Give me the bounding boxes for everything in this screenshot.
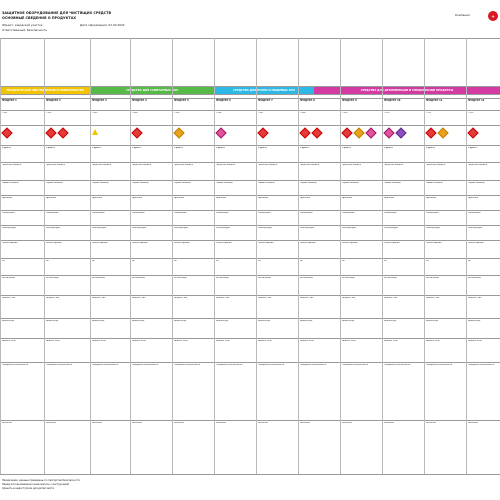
table-cell: Температура	[45, 226, 60, 229]
product-code: P-105	[173, 112, 180, 114]
table-cell: Средства защиты	[425, 163, 446, 166]
table-cell: Н-фразы	[383, 146, 393, 149]
column-header-3: ПРОДУКТ 3	[91, 99, 107, 102]
column-header-5: ПРОДУКТ 5	[173, 99, 189, 102]
column-header-2: ПРОДУКТ 2	[45, 99, 61, 102]
table-cell: Защита тела	[467, 339, 482, 342]
table-cell: pH	[215, 259, 219, 262]
product-code: P-103	[91, 112, 98, 114]
document-subtitle: ОСНОВНЫЕ СВЕДЕНИЯ О ПРОДУКТАХ	[2, 16, 76, 20]
table-cell: Концентрация	[467, 241, 484, 244]
table-cell: Н-фразы	[341, 146, 351, 149]
table-cell: Н-фразы	[215, 146, 225, 149]
table-cell: pH	[341, 259, 345, 262]
grid-row-line	[0, 474, 500, 475]
table-cell: Экология	[425, 421, 436, 424]
table-cell: Первая помощь	[91, 181, 109, 184]
table-cell: Защита рук	[341, 319, 355, 322]
table-cell: Н-фразы	[131, 146, 141, 149]
table-cell: Защита рук	[215, 319, 229, 322]
column-header-7: ПРОДУКТ 7	[257, 99, 273, 102]
table-cell: Хранение	[91, 196, 103, 199]
table-cell: Утилизация	[299, 211, 313, 214]
column-header-11: ПРОДУКТ 11	[425, 99, 443, 102]
table-cell: Первая помощь	[341, 181, 359, 184]
table-cell: Средства защиты	[467, 163, 488, 166]
table-cell: Защита глаз	[45, 296, 60, 299]
table-cell: Экология	[45, 421, 56, 424]
table-cell: Экология	[1, 421, 12, 424]
table-cell: Средства защиты	[91, 163, 112, 166]
table-cell: Концентрация	[45, 241, 62, 244]
hazard-diamond-icon	[257, 127, 268, 138]
group-header-3: СРЕДСТВА ДЛЯ КУХНИ И ПИЩЕВЫХ ЗОН	[214, 86, 314, 94]
table-cell: Вентиляция	[45, 276, 59, 279]
table-cell: Средства защиты	[215, 163, 236, 166]
hazard-pictograms	[468, 127, 499, 137]
table-cell: Защита глаз	[91, 296, 106, 299]
table-cell: Защита рук	[467, 319, 481, 322]
hazard-pictograms	[342, 127, 381, 137]
product-code: P-109	[341, 112, 348, 114]
table-cell: Защита тела	[173, 339, 188, 342]
table-cell: Экология	[173, 421, 184, 424]
table-cell: Экология	[341, 421, 352, 424]
table-cell: Экология	[91, 421, 102, 424]
table-cell: Защита рук	[131, 319, 145, 322]
table-cell: Пожарная безопасность	[299, 363, 327, 366]
table-cell: Защита рук	[257, 319, 271, 322]
grid-row-line	[0, 38, 500, 39]
table-cell: Защита тела	[1, 339, 16, 342]
table-cell: pH	[173, 259, 177, 262]
table-cell: Защита глаз	[299, 296, 314, 299]
table-cell: Хранение	[467, 196, 479, 199]
footer-note-1: Примечание: данные приведены по паспортам безопасности	[2, 479, 80, 482]
hazard-diamond-icon	[425, 127, 436, 138]
table-cell: Концентрация	[91, 241, 108, 244]
document-title: ЗАЩИТНОЕ ОБОРУДОВАНИЕ ДЛЯ ЧИСТЯЩИХ СРЕДСТВ	[2, 11, 112, 15]
hazard-diamond-icon	[437, 127, 448, 138]
table-cell: Хранение	[173, 196, 185, 199]
table-cell: Концентрация	[299, 241, 316, 244]
product-code: P-102	[45, 112, 52, 114]
grid-row-line	[0, 125, 500, 126]
table-cell: Средства защиты	[257, 163, 278, 166]
hazard-diamond-icon	[45, 127, 56, 138]
table-cell: Защита тела	[45, 339, 60, 342]
table-cell: Защита глаз	[173, 296, 188, 299]
table-cell: Концентрация	[425, 241, 442, 244]
table-cell: Защита глаз	[257, 296, 272, 299]
hazard-diamond-icon	[383, 127, 394, 138]
table-cell: Н-фразы	[425, 146, 435, 149]
table-cell: Хранение	[45, 196, 57, 199]
table-cell: Защита тела	[425, 339, 440, 342]
table-cell: Пожарная безопасность	[91, 363, 119, 366]
table-cell: Защита тела	[299, 339, 314, 342]
table-cell: Защита рук	[173, 319, 187, 322]
hazard-diamond-icon	[173, 127, 184, 138]
table-cell: Защита глаз	[467, 296, 482, 299]
table-cell: Пожарная безопасность	[467, 363, 495, 366]
table-cell: Температура	[173, 226, 188, 229]
table-cell: Средства защиты	[173, 163, 194, 166]
column-header-4: ПРОДУКТ 4	[131, 99, 147, 102]
table-cell: Вентиляция	[341, 276, 355, 279]
hazard-pictograms	[216, 127, 255, 137]
table-cell: Утилизация	[215, 211, 229, 214]
hazard-pictograms	[174, 127, 213, 137]
table-cell: Экология	[257, 421, 268, 424]
table-cell: Концентрация	[383, 241, 400, 244]
table-cell: Температура	[467, 226, 482, 229]
table-cell: Утилизация	[425, 211, 439, 214]
table-cell: Экология	[467, 421, 478, 424]
hazard-diamond-icon	[365, 127, 376, 138]
table-cell: Утилизация	[173, 211, 187, 214]
group-header-4: СРЕДСТВА ДЛЯ ДЕЗИНФЕКЦИИ И СПЕЦИАЛЬНЫЕ ПРОДУКТЫ	[314, 86, 500, 94]
table-cell: Н-фразы	[91, 146, 101, 149]
hazard-pictograms	[426, 127, 465, 137]
table-cell: Защита тела	[131, 339, 146, 342]
column-header-10: ПРОДУКТ 10	[383, 99, 401, 102]
table-cell: Хранение	[341, 196, 353, 199]
grid-row-line	[0, 86, 500, 87]
product-code: P-101	[1, 112, 8, 114]
hazard-diamond-icon	[341, 127, 352, 138]
table-cell: Вентиляция	[1, 276, 15, 279]
table-cell: Хранение	[425, 196, 437, 199]
meta-right-1: Дата оформления: 01.02.2022	[80, 23, 125, 27]
table-cell: Первая помощь	[467, 181, 485, 184]
table-cell: Хранение	[299, 196, 311, 199]
hazard-pictograms	[258, 127, 297, 137]
table-cell: Вентиляция	[425, 276, 439, 279]
hazard-pictograms	[300, 127, 339, 137]
table-cell: Средства защиты	[299, 163, 320, 166]
column-header-6: ПРОДУКТ 6	[215, 99, 231, 102]
company-logo-icon: +	[488, 11, 498, 21]
table-cell: Защита глаз	[1, 296, 16, 299]
table-cell: Первая помощь	[1, 181, 19, 184]
table-cell: Защита рук	[45, 319, 59, 322]
table-cell: Вентиляция	[467, 276, 481, 279]
column-header-9: ПРОДУКТ 9	[341, 99, 357, 102]
hazard-pictograms	[92, 127, 129, 135]
table-cell: Защита тела	[383, 339, 398, 342]
table-cell: Средства защиты	[341, 163, 362, 166]
table-cell: Пожарная безопасность	[131, 363, 159, 366]
product-code: P-108	[299, 112, 306, 114]
table-cell: Экология	[215, 421, 226, 424]
table-cell: Вентиляция	[383, 276, 397, 279]
table-cell: Экология	[299, 421, 310, 424]
table-cell: Защита тела	[91, 339, 106, 342]
table-cell: pH	[257, 259, 261, 262]
grid-row-line	[0, 94, 500, 95]
table-cell: Средства защиты	[131, 163, 152, 166]
hazard-pictograms	[384, 127, 423, 137]
product-code: P-106	[215, 112, 222, 114]
grid-row-line	[0, 110, 500, 111]
table-cell: pH	[299, 259, 303, 262]
table-cell: Утилизация	[1, 211, 15, 214]
table-cell: Вентиляция	[299, 276, 313, 279]
table-cell: Защита глаз	[215, 296, 230, 299]
table-cell: Экология	[131, 421, 142, 424]
table-cell: Вентиляция	[173, 276, 187, 279]
table-cell: Вентиляция	[91, 276, 105, 279]
table-cell: Первая помощь	[383, 181, 401, 184]
meta-left-2: Ответственный: Безопасность	[2, 28, 48, 32]
hazard-pictograms	[46, 127, 89, 137]
table-cell: Н-фразы	[173, 146, 183, 149]
column-header-8: ПРОДУКТ 8	[299, 99, 315, 102]
table-cell: pH	[467, 259, 471, 262]
table-cell: Температура	[383, 226, 398, 229]
table-cell: Первая помощь	[425, 181, 443, 184]
table-cell: Температура	[1, 226, 16, 229]
table-cell: Пожарная безопасность	[215, 363, 243, 366]
table-cell: Утилизация	[45, 211, 59, 214]
hazard-diamond-icon	[395, 127, 406, 138]
table-cell: Защита тела	[341, 339, 356, 342]
column-header-1: ПРОДУКТ 1	[1, 99, 17, 102]
table-cell: Утилизация	[91, 211, 105, 214]
table-cell: Температура	[131, 226, 146, 229]
table-cell: pH	[383, 259, 387, 262]
table-cell: Защита рук	[383, 319, 397, 322]
table-cell: pH	[91, 259, 95, 262]
table-cell: Хранение	[1, 196, 13, 199]
table-cell: Температура	[91, 226, 106, 229]
hazard-diamond-icon	[57, 127, 68, 138]
table-cell: Первая помощь	[131, 181, 149, 184]
table-cell: Вентиляция	[131, 276, 145, 279]
table-cell: Утилизация	[257, 211, 271, 214]
product-code: P-104	[131, 112, 138, 114]
table-cell: Утилизация	[467, 211, 481, 214]
table-cell: Н-фразы	[467, 146, 477, 149]
table-cell: Хранение	[257, 196, 269, 199]
hazard-diamond-icon	[299, 127, 310, 138]
table-cell: pH	[425, 259, 429, 262]
table-cell: Хранение	[131, 196, 143, 199]
table-cell: Температура	[341, 226, 356, 229]
table-cell: Первая помощь	[299, 181, 317, 184]
table-cell: Защита глаз	[131, 296, 146, 299]
table-cell: Защита рук	[91, 319, 105, 322]
product-code: P-107	[257, 112, 264, 114]
table-cell: Температура	[257, 226, 272, 229]
table-cell: Н-фразы	[45, 146, 55, 149]
table-cell: Температура	[425, 226, 440, 229]
table-cell: Температура	[215, 226, 230, 229]
table-cell: Защита рук	[425, 319, 439, 322]
product-code: P-110	[383, 112, 390, 114]
table-cell: Первая помощь	[45, 181, 63, 184]
hazard-diamond-icon	[311, 127, 322, 138]
table-cell: Защита глаз	[341, 296, 356, 299]
table-cell: Вентиляция	[257, 276, 271, 279]
table-cell: Средства защиты	[1, 163, 22, 166]
hazard-pictograms	[132, 127, 171, 137]
table-cell: Утилизация	[131, 211, 145, 214]
column-header-12: ПРОДУКТ 12	[467, 99, 485, 102]
table-cell: Первая помощь	[173, 181, 191, 184]
table-cell: Хранение	[383, 196, 395, 199]
hazard-diamond-icon	[353, 127, 364, 138]
meta-left-1: Объект: заводской участок	[2, 23, 43, 27]
footer-note-3: Хранить в недоступном для детей месте	[2, 487, 55, 490]
hazard-diamond-icon	[215, 127, 226, 138]
hazard-diamond-icon	[1, 127, 12, 138]
table-cell: Концентрация	[341, 241, 358, 244]
table-cell: Пожарная безопасность	[383, 363, 411, 366]
table-cell: Защита глаз	[383, 296, 398, 299]
table-cell: Концентрация	[257, 241, 274, 244]
table-cell: Н-фразы	[257, 146, 267, 149]
table-cell: Концентрация	[173, 241, 190, 244]
table-cell: Н-фразы	[299, 146, 309, 149]
table-cell: Защита тела	[215, 339, 230, 342]
table-cell: Концентрация	[1, 241, 18, 244]
table-cell: Пожарная безопасность	[1, 363, 29, 366]
table-cell: Н-фразы	[1, 146, 11, 149]
table-cell: Концентрация	[215, 241, 232, 244]
table-cell: Первая помощь	[215, 181, 233, 184]
hazard-pictograms	[2, 127, 43, 137]
table-cell: Пожарная безопасность	[173, 363, 201, 366]
group-header-2: СРЕДСТВА ДЛЯ САНИТАРНЫХ ЗОН	[90, 86, 214, 94]
table-cell: Вентиляция	[215, 276, 229, 279]
brand-label: Компания	[455, 13, 470, 17]
table-cell: Защита рук	[1, 319, 15, 322]
table-cell: Средства защиты	[45, 163, 66, 166]
hazard-diamond-icon	[131, 127, 142, 138]
table-cell: Средства защиты	[383, 163, 404, 166]
table-cell: Защита глаз	[425, 296, 440, 299]
table-cell: Экология	[383, 421, 394, 424]
group-header-1: ПРОДУКТЫ ДЛЯ ЧИСТКИ ПОЛОВ И ПОВЕРХНОСТЕЙ	[0, 86, 90, 94]
table-cell: Защита рук	[299, 319, 313, 322]
table-cell: Пожарная безопасность	[341, 363, 369, 366]
product-code: P-111	[425, 112, 432, 114]
table-cell: Пожарная безопасность	[425, 363, 453, 366]
table-cell: Пожарная безопасность	[45, 363, 73, 366]
hazard-diamond-icon	[467, 127, 478, 138]
table-cell: pH	[131, 259, 135, 262]
table-cell: Хранение	[215, 196, 227, 199]
table-cell: Утилизация	[341, 211, 355, 214]
table-cell: pH	[1, 259, 5, 262]
table-cell: Концентрация	[131, 241, 148, 244]
table-cell: Защита тела	[257, 339, 272, 342]
product-code: P-112	[467, 112, 474, 114]
footer-note-2: Перед использованием ознакомьтесь с инструкцией	[2, 483, 69, 486]
table-cell: pH	[45, 259, 49, 262]
table-cell: Пожарная безопасность	[257, 363, 285, 366]
table-cell: Утилизация	[383, 211, 397, 214]
table-cell: Первая помощь	[257, 181, 275, 184]
warning-triangle-icon	[92, 129, 98, 135]
table-cell: Температура	[299, 226, 314, 229]
